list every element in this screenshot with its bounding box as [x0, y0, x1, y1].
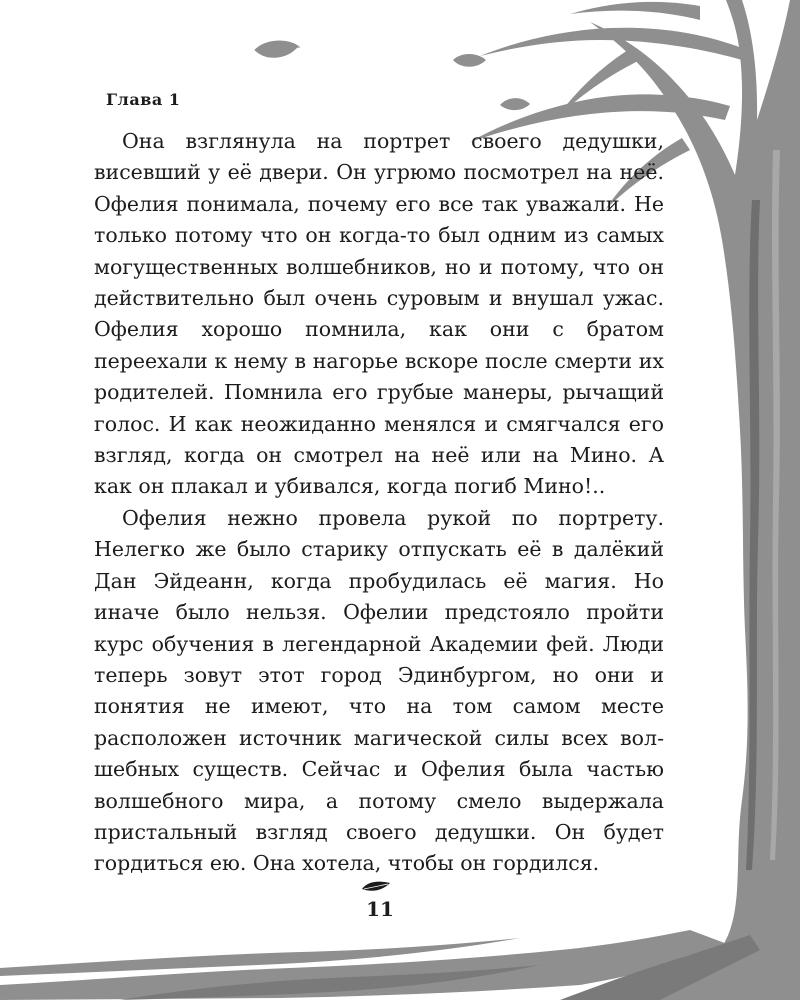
falling-leaf-icon	[255, 41, 300, 57]
leaf-ornament-icon	[361, 880, 391, 894]
falling-leaf-icon	[453, 54, 486, 67]
chapter-heading: Глава 1	[106, 90, 181, 109]
paragraph-1: Она взглянула на портрет своего дедушки, висевший у её двери. Он угрюмо посмотрел на неё. Офелия понимала, почему его все так уважали. Не только потому что он когда-то был одним из самых могущественных волшебников, но и потому, что он действительно был очень суровым и внушал ужас. Офелия хорошо помнила, как они с братом переехали к нему в нагорье вскоре после смерти их родителей. Помнила его грубые манеры, рычащий голос. И как неожиданно менялся и смягчался его взгляд, когда он смотрел на неё или на Мино. А как он плакал и убивался, когда погиб Мино!..	[94, 129, 664, 499]
page-number: 11	[366, 897, 394, 921]
falling-leaf-icon	[500, 98, 530, 110]
paragraph-2: Офелия нежно провела рукой по портрету. Нелегко же было старику отпускать её в далёкий Дан Эйдеанн, когда пробудилась её магия. Но иначе было нельзя. Офелии предстояло пройти курс обучения в легендарной Академии фей. Люди теперь зовут этот город Эдинбургом, но они и понятия не имеют, что на том самом месте расположен источник магической силы всех волшебных существ. Сейчас и Офелия была частью волшебного мира, а потому смело выдержала пристальный взгляд своего дедушки. Он будет гордиться ею. Она хотела, чтобы он гордился.	[94, 505, 664, 876]
body-text	[94, 126, 664, 880]
